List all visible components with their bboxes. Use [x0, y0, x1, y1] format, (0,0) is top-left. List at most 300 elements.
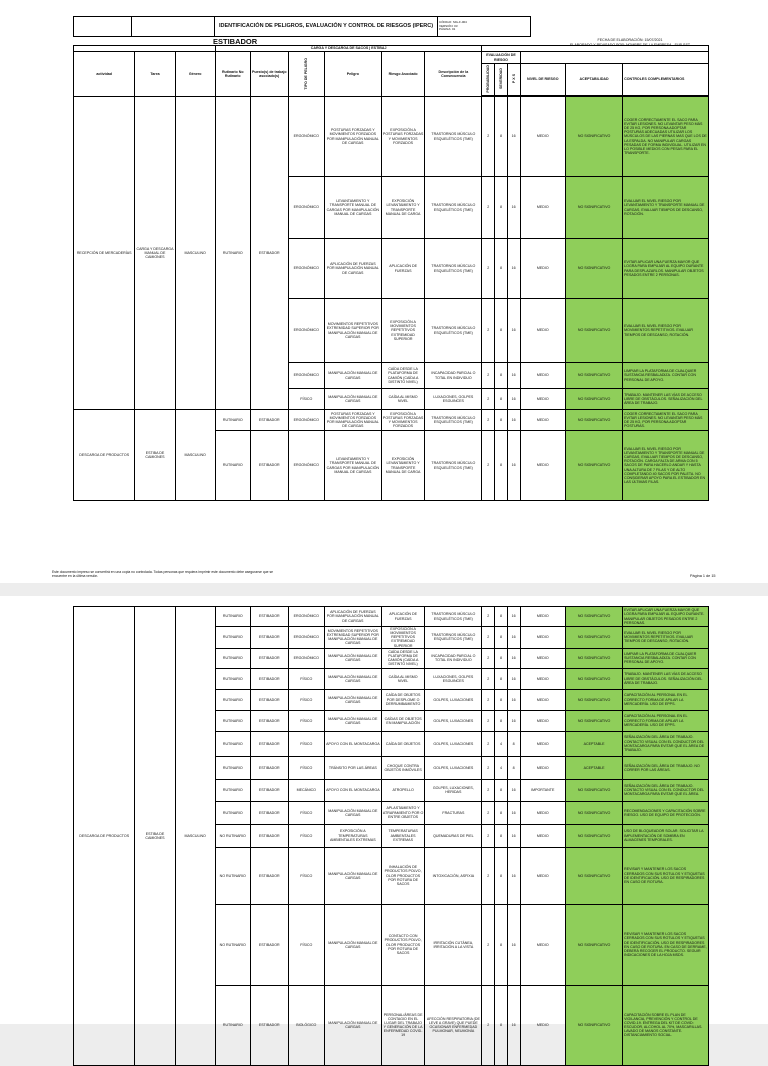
severidad-cell: 8 — [495, 363, 508, 389]
controles-cell: TRABAJO. MANTENER LAS VÍAS DE ACCESO LIBRE DE OBSTÁCULOS. SEÑALIZACIÓN DEL ÁREA DE TRABAJO. — [623, 668, 709, 689]
document-meta — [438, 17, 531, 37]
tipo-peligro-cell: FÍSICO — [288, 824, 324, 847]
pxs-cell: 16 — [507, 710, 520, 731]
rutinario-cell: RUTINARIO — [215, 431, 250, 501]
peligro-cell: EXPOSICIÓN A TEMPERATURAS AMBIENTALES EXTREMAS — [324, 824, 381, 847]
controles-cell: LIMPIAR LA PLATAFORMA DE CUALQUIER SUSTANCIA RESBALADIZA. CONTAR CON PERSONAL DE APOYO. — [623, 363, 709, 389]
severidad-cell: 8 — [495, 299, 508, 363]
rutinario-cell: NO RUTINARIO — [215, 904, 250, 985]
peligro-cell: MANIPULACIÓN MANUAL DE CARGAS — [324, 689, 381, 710]
controles-cell: EVALUAR EL NIVEL RIESGO POR LEVANTAMIENTO Y TRANSPORTE MANUAL DE CARGAS. EVALUAR TIEMPOS DE DESCANSO, ROTACIÓN. CARGA FALTA DE ARMA CON 5 SACOS DE PARA HACERLO ANDAR Y HASTA UNA ALTURA DE 7 FILAS Y DE ALTO COMPLETANDO 40 SACOS POR PALETA. NO CONSIDERAR APOYO PARA EL ESTIBADOR EN LAS ÚLTIMAS FILAS. — [623, 431, 709, 501]
page-gap — [0, 583, 768, 596]
aceptabilidad-cell: NO SIGNIFICATIVO — [566, 847, 623, 904]
actividad-cell: DESCARGA DE PRODUCTOS — [74, 410, 135, 501]
rutinario-cell: NO RUTINARIO — [215, 847, 250, 904]
severidad-cell: 8 — [495, 431, 508, 501]
severidad-cell: 8 — [495, 239, 508, 299]
header-genero: Género — [175, 52, 215, 97]
probabilidad-cell: 2 — [482, 239, 495, 299]
puesto-cell: ESTIBADOR — [250, 779, 288, 801]
rutinario-cell: RUTINARIO — [215, 410, 250, 431]
aceptabilidad-cell: NO SIGNIFICATIVO — [566, 779, 623, 801]
controles-cell: EVALUAR EL NIVEL RIESGO POR MOVIMIENTOS REPETITIVOS. EVALUAR TIEMPOS DE DESCANSO, ROTACIÓN. — [623, 627, 709, 649]
nivel-riesgo-cell: MEDIO — [520, 431, 566, 501]
document-page-2 — [0, 596, 768, 1038]
riesgo-cell: EXPOSICIÓN A POSTURAS FORZADAS Y MOVIMIENTOS FORZADOS — [381, 410, 424, 431]
tipo-peligro-cell: FÍSICO — [288, 847, 324, 904]
severidad-cell: 8 — [495, 985, 508, 1065]
tipo-peligro-cell: ERGONÓMICO — [288, 239, 324, 299]
puesto-cell: ESTIBADOR — [250, 668, 288, 689]
nivel-riesgo-cell: MEDIO — [520, 648, 566, 668]
aceptabilidad-cell: NO SIGNIFICATIVO — [566, 299, 623, 363]
severidad-cell: 8 — [495, 801, 508, 824]
peligro-cell: MANIPULACIÓN MANUAL DE CARGAS — [324, 389, 381, 410]
probabilidad-cell: 2 — [482, 97, 495, 177]
consecuencia-cell: INCAPACIDAD PARCIAL O TOTAL EN INDIVIDUO — [425, 648, 482, 668]
probabilidad-cell: 2 — [482, 299, 495, 363]
aceptabilidad-cell: NO SIGNIFICATIVO — [566, 668, 623, 689]
severidad-cell: 8 — [495, 177, 508, 239]
document-code: CÓDIGO: SIG-F-004 — [439, 20, 467, 25]
nivel-riesgo-cell: MEDIO — [520, 410, 566, 431]
aceptabilidad-cell: NO SIGNIFICATIVO — [566, 801, 623, 824]
pxs-cell: 16 — [507, 177, 520, 239]
riesgo-cell: APLICACIÓN DE FUERZAS — [381, 239, 424, 299]
rutinario-cell: NO RUTINARIO — [215, 824, 250, 847]
aceptabilidad-cell: NO SIGNIFICATIVO — [566, 239, 623, 299]
tarea-cell: ESTIBA DE CAMIONES — [135, 607, 175, 1066]
nivel-riesgo-cell: MEDIO — [520, 824, 566, 847]
pxs-cell: 16 — [507, 627, 520, 649]
riesgo-cell: APLICACIÓN DE FUERZAS — [381, 607, 424, 627]
consecuencia-cell: LUXACIONES, GOLPES ESGUINCES — [425, 389, 482, 410]
rutinario-cell: RUTINARIO — [215, 710, 250, 731]
riesgo-cell: CAÍDA DE OBJETOS POR DESPLOME O DERRUMBAMIENTO — [381, 689, 424, 710]
header-controles: CONTROLES COMPLEMENTARIOS — [623, 64, 709, 96]
puesto-cell: ESTIBADOR — [250, 904, 288, 985]
puesto-cell: ESTIBADOR — [250, 689, 288, 710]
puesto-cell: ESTIBADOR — [250, 801, 288, 824]
logo-cell — [74, 17, 132, 37]
tarea-cell: CARGA Y DESCARGA MANUAL DE CAMIONES — [135, 97, 175, 410]
controles-cell: EVALUAR EL NIVEL RIESGO POR LEVANTAMIENTO Y TRANSPORTE MANUAL DE CARGAS. EVALUAR TIEMPOS DE DESCANSO, ROTACIÓN. — [623, 177, 709, 239]
nivel-riesgo-cell: MEDIO — [520, 847, 566, 904]
header-evaluacion: EVALUACIÓN DE RIESGO — [482, 52, 520, 64]
aceptabilidad-cell: NO SIGNIFICATIVO — [566, 648, 623, 668]
aceptabilidad-cell: ACEPTABLE — [566, 756, 623, 779]
pxs-cell: 16 — [507, 607, 520, 627]
pxs-cell: 16 — [507, 410, 520, 431]
riesgo-cell: ATROPELLO — [381, 779, 424, 801]
rutinario-cell: RUTINARIO — [215, 607, 250, 627]
nivel-riesgo-cell: MEDIO — [520, 97, 566, 177]
peligro-cell: POSTURAS FORZADAS Y MOVIMIENTOS FORZADOS POR MANIPULACIÓN MANUAL DE CARGAS — [324, 97, 381, 177]
rutinario-cell: RUTINARIO — [215, 97, 250, 410]
header-riesgo: Riesgo Asociado — [381, 52, 424, 97]
controles-cell: CAPACITACIÓN SOBRE EL PLAN DE VIGILANCIA, PREVENCIÓN Y CONTROL DE COVID-19. ENTREGA DEL KIT DE COVID: ESCUDOR, ALCOHOL AL 70%, MASCARILLAS. LAVADO DE MANOS CONSTANTE. DISTANCIAMIENTO SOCIAL. — [623, 985, 709, 1065]
consecuencia-cell: TRASTORNOS MÚSCULO ESQUELÉTICOS (TME) — [425, 299, 482, 363]
puesto-cell: ESTIBADOR — [250, 985, 288, 1065]
peligro-cell: MANIPULACIÓN MANUAL DE CARGAS — [324, 985, 381, 1065]
header-pxs-text: P X S — [511, 74, 516, 84]
controles-cell: REVISAR Y MANTENER LOS SACOS CERRADOS CON SUS ROTULOS Y ETIQUETAS DE IDENTIFICACIÓN. USO DE RESPIRADORES EN CASO DE ROTURA. EN CASO DE DERRAME, DEBERÁ RECOGER EL PRODUCTO. SEGUIR INDICACIONES DE LA HOJA MSDS. — [623, 904, 709, 985]
severidad-cell: 8 — [495, 389, 508, 410]
consecuencia-cell: AFECCIÓN RESPIRATORIA (DE LEVE A GRAVE) QUE PUEDE OCASIONAR ENFERMEDAD PULMONAR, NEUMONÍA — [425, 985, 482, 1065]
tipo-peligro-cell: FÍSICO — [288, 689, 324, 710]
tipo-peligro-cell: FÍSICO — [288, 710, 324, 731]
severidad-cell: 8 — [495, 648, 508, 668]
tipo-peligro-cell: FÍSICO — [288, 668, 324, 689]
puesto-cell: ESTIBADOR — [250, 648, 288, 668]
header-probabilidad — [482, 64, 495, 96]
tipo-peligro-cell: FÍSICO — [288, 904, 324, 985]
nivel-riesgo-cell: MEDIO — [520, 985, 566, 1065]
aceptabilidad-cell: NO SIGNIFICATIVO — [566, 389, 623, 410]
nivel-riesgo-cell: MEDIO — [520, 731, 566, 756]
nivel-riesgo-cell: MEDIO — [520, 239, 566, 299]
tipo-peligro-cell: ERGONÓMICO — [288, 607, 324, 627]
severidad-cell: 8 — [495, 97, 508, 177]
nivel-riesgo-cell: MEDIO — [520, 801, 566, 824]
consecuencia-cell: TRASTORNOS MÚSCULO ESQUELÉTICOS (TME) — [425, 627, 482, 649]
rutinario-cell: RUTINARIO — [215, 689, 250, 710]
peligro-cell: MANIPULACIÓN MANUAL DE CARGAS — [324, 363, 381, 389]
pxs-cell: 16 — [507, 985, 520, 1065]
iperc-table — [73, 45, 709, 501]
aceptabilidad-cell: NO SIGNIFICATIVO — [566, 710, 623, 731]
probabilidad-cell: 2 — [482, 431, 495, 501]
header-severidad — [495, 64, 508, 96]
rutinario-cell: RUTINARIO — [215, 627, 250, 649]
probabilidad-cell: 2 — [482, 363, 495, 389]
riesgo-cell: CAÍDAS DE OBJETOS EN MANIPULACIÓN — [381, 710, 424, 731]
aceptabilidad-cell: NO SIGNIFICATIVO — [566, 627, 623, 649]
tipo-peligro-cell: BIOLÓGICO — [288, 985, 324, 1065]
peligro-cell: APLICACIÓN DE FUERZAS POR MANIPULACIÓN MANUAL DE CARGAS — [324, 239, 381, 299]
probabilidad-cell: 2 — [482, 801, 495, 824]
peligro-cell: APOYO CON EL MONTACARGA — [324, 779, 381, 801]
pxs-cell: 16 — [507, 847, 520, 904]
role-title: ESTIBADOR — [213, 37, 258, 46]
rutinario-cell: RUTINARIO — [215, 648, 250, 668]
consecuencia-cell: TRASTORNOS MÚSCULO ESQUELÉTICOS (TME) — [425, 177, 482, 239]
aceptabilidad-cell: NO SIGNIFICATIVO — [566, 985, 623, 1065]
peligro-cell: MOVIMIENTOS REPETITIVOS EXTREMIDAD SUPERIOR POR MANIPULACIÓN MANUAL DE CARGAS — [324, 299, 381, 363]
document-header — [73, 16, 531, 37]
nivel-riesgo-cell: MEDIO — [520, 627, 566, 649]
nivel-riesgo-cell: MEDIO — [520, 756, 566, 779]
controles-cell: LIMPIAR LA PLATAFORMA DE CUALQUIER SUSTANCIA RESBALADIZA. CONTAR CON PERSONAL DE APOYO. — [623, 648, 709, 668]
consecuencia-cell: GOLPES, LUXACIONES, HERIDAS — [425, 779, 482, 801]
consecuencia-cell: TRASTORNOS MÚSCULO ESQUELÉTICOS (TME) — [425, 410, 482, 431]
tipo-peligro-cell: ERGONÓMICO — [288, 363, 324, 389]
puesto-cell: ESTIBADOR — [250, 824, 288, 847]
peligro-cell: LEVANTAMIENTO Y TRANSPORTE MANUAL DE CARGAS POR MANIPULACIÓN MANUAL DE CARGAS — [324, 177, 381, 239]
rutinario-cell: RUTINARIO — [215, 801, 250, 824]
severidad-cell: 8 — [495, 847, 508, 904]
rutinario-cell: RUTINARIO — [215, 668, 250, 689]
header-tarea: Tarea — [135, 52, 175, 97]
header-peligro: Peligro — [324, 52, 381, 97]
puesto-cell: ESTIBADOR — [250, 710, 288, 731]
aceptabilidad-cell: NO SIGNIFICATIVO — [566, 904, 623, 985]
controles-cell: REVISAR Y MANTENER LOS SACOS CERRADOS CON SUS ROTULOS Y ETIQUETAS DE IDENTIFICACIÓN. USO DE RESPIRADORES EN CASO DE ROTURA. — [623, 847, 709, 904]
pxs-cell: 16 — [507, 824, 520, 847]
consecuencia-cell: LUXACIONES, GOLPES ESGUINCES — [425, 668, 482, 689]
header-tipo-peligro-text: TIPO DE PELIGRO — [304, 57, 309, 90]
actividad-cell: DESCARGA DE PRODUCTOS — [74, 607, 135, 1066]
peligro-cell: APOYO CON EL MONTACARGA — [324, 731, 381, 756]
consecuencia-cell: TRASTORNOS MÚSCULO ESQUELÉTICOS (TME) — [425, 239, 482, 299]
tarea-cell: ESTIBA DE CAMIONES — [135, 410, 175, 501]
consecuencia-cell: TRASTORNOS MÚSCULO ESQUELÉTICOS (TME) — [425, 607, 482, 627]
tipo-peligro-cell: ERGONÓMICO — [288, 177, 324, 239]
riesgo-cell: EXPOSICIÓN LEVANTAMIENTO Y TRANSPORTE MANUAL DE CARGA — [381, 177, 424, 239]
probabilidad-cell: 2 — [482, 627, 495, 649]
nivel-riesgo-cell: MEDIO — [520, 904, 566, 985]
header-eval-spacer — [520, 52, 708, 64]
puesto-cell: ESTIBADOR — [250, 410, 288, 431]
riesgo-cell: EXPOSICIÓN A POSTURAS FORZADAS Y MOVIMIENTOS FORZADOS — [381, 97, 424, 177]
document-page: PÁGINA: 01 — [439, 27, 456, 32]
pxs-cell: 16 — [507, 389, 520, 410]
puesto-cell: ESTIBADOR — [250, 756, 288, 779]
peligro-cell: MOVIMIENTOS REPETITIVOS EXTREMIDAD SUPERIOR POR MANIPULACIÓN MANUAL DE CARGAS — [324, 627, 381, 649]
severidad-cell: 8 — [495, 710, 508, 731]
riesgo-cell: INHALACIÓN DE PRODUCTOS POLVO, OLOR PRODUCTOS POR ROTURA DE SACOS — [381, 847, 424, 904]
header-pxs — [507, 64, 520, 96]
riesgo-cell: CAÍDA DESDE LA PLATAFORMA DE CAMIÓN (CAÍDA A DISTINTO NIVEL) — [381, 648, 424, 668]
aceptabilidad-cell: ACEPTABLE — [566, 731, 623, 756]
genero-cell: MASCULINO — [175, 410, 215, 501]
pxs-cell: 16 — [507, 363, 520, 389]
probabilidad-cell: 2 — [482, 607, 495, 627]
riesgo-cell: CAÍDA AL MISMO NIVEL — [381, 668, 424, 689]
consecuencia-cell: IRRITACIÓN CUTÁNEA, IRRITACIÓN A LA VISTA — [425, 904, 482, 985]
peligro-cell: MANIPULACIÓN MANUAL DE CARGAS — [324, 904, 381, 985]
puesto-cell: ESTIBADOR — [250, 607, 288, 627]
consecuencia-cell: TRASTORNOS MÚSCULO ESQUELÉTICOS (TME) — [425, 97, 482, 177]
aceptabilidad-cell: NO SIGNIFICATIVO — [566, 410, 623, 431]
header-probabilidad-text: PROBABILIDAD — [486, 65, 491, 93]
nivel-riesgo-cell: MEDIO — [520, 363, 566, 389]
pxs-cell: 16 — [507, 431, 520, 501]
peligro-cell: LEVANTAMIENTO Y TRANSPORTE MANUAL DE CARGAS POR MANIPULACIÓN MANUAL DE CARGAS — [324, 431, 381, 501]
nivel-riesgo-cell: MEDIO — [520, 689, 566, 710]
header-consecuencia: Descripción de la Consecuencia — [425, 52, 482, 97]
probabilidad-cell: 2 — [482, 985, 495, 1065]
document-version: VERSIÓN: 03 — [439, 23, 458, 28]
tipo-peligro-cell: FÍSICO — [288, 756, 324, 779]
riesgo-cell: PERSONAL/ÁREAS DE CONTAGIO EN EL LUGAR DEL TRABAJO Y GENERACIÓN DE LA ENFERMEDAD COVID-19 — [381, 985, 424, 1065]
tipo-peligro-cell: FÍSICO — [288, 731, 324, 756]
aceptabilidad-cell: NO SIGNIFICATIVO — [566, 689, 623, 710]
pxs-cell: 16 — [507, 689, 520, 710]
puesto-cell: ESTIBADOR — [250, 97, 288, 410]
probabilidad-cell: 2 — [482, 710, 495, 731]
aceptabilidad-cell: NO SIGNIFICATIVO — [566, 431, 623, 501]
aceptabilidad-cell: NO SIGNIFICATIVO — [566, 607, 623, 627]
table-row — [74, 607, 709, 627]
tipo-peligro-cell: ERGONÓMICO — [288, 410, 324, 431]
controles-cell: CAPACITACIÓN AL PERSONAL EN EL CORRECTO FORMA DE APILAR LA MERCADERÍA. USO DE EPPS. — [623, 710, 709, 731]
peligro-cell: MANIPULACIÓN MANUAL DE CARGAS — [324, 847, 381, 904]
footer-note: Este documento impreso se convertirá en una copia no controlada. Todas personas que requiera imprimir este documento debe asegurarse que se encuentre en la última versión. — [52, 570, 274, 579]
controles-cell: EVALUAR EL NIVEL RIESGO POR MOVIMIENTOS REPETITIVOS. EVALUAR TIEMPOS DE DESCANSO, ROTACIÓN. — [623, 299, 709, 363]
peligro-cell: APLICACIÓN DE FUERZAS POR MANIPULACIÓN MANUAL DE CARGAS — [324, 607, 381, 627]
document-title: IDENTIFICACIÓN DE PELIGROS, EVALUACIÓN Y CONTROL DE RIESGOS (IPERC) — [215, 17, 438, 37]
pxs-cell: 16 — [507, 239, 520, 299]
controles-cell: EVITAR APLICAR UNA FUERZA MAYOR QUE LOGRA PARA EMPUJAR AL EQUIPO DURANTE. MANIPULAR OBJETOS PESADOS ENTRE 2 PERSONAS. — [623, 607, 709, 627]
peligro-cell: TRÁNSITO POR LAS ÁREAS — [324, 756, 381, 779]
probabilidad-cell: 2 — [482, 389, 495, 410]
aceptabilidad-cell: NO SIGNIFICATIVO — [566, 97, 623, 177]
tipo-peligro-cell: ERGONÓMICO — [288, 627, 324, 649]
severidad-cell: 8 — [495, 607, 508, 627]
severidad-cell: 8 — [495, 689, 508, 710]
rutinario-cell: RUTINARIO — [215, 731, 250, 756]
riesgo-cell: CAÍDA AL MISMO NIVEL — [381, 389, 424, 410]
nivel-riesgo-cell: MEDIO — [520, 177, 566, 239]
riesgo-cell: CHOQUE CONTRA OBJETOS INMÓVILES — [381, 756, 424, 779]
probabilidad-cell: 2 — [482, 904, 495, 985]
nivel-riesgo-cell: MEDIO — [520, 607, 566, 627]
controles-cell: SEÑALIZACIÓN DEL ÁREA DE TRABAJO. CONTACTO VISUAL CON EL CONDUCTOR DEL MONTACARGA PARA EVITAR QUE EL ÁREA DE TRABAJO. — [623, 731, 709, 756]
header-actividad: actividad — [74, 52, 135, 97]
severidad-cell: 4 — [495, 731, 508, 756]
genero-cell: MASCULINO — [175, 97, 215, 410]
rutinario-cell: RUTINARIO — [215, 779, 250, 801]
severidad-cell: 8 — [495, 824, 508, 847]
rutinario-cell: RUTINARIO — [215, 756, 250, 779]
genero-cell: MASCULINO — [175, 607, 215, 1066]
consecuencia-cell: GOLPES, LUXACIONES — [425, 689, 482, 710]
header-aceptabilidad: ACEPTABILIDAD — [566, 64, 623, 96]
probabilidad-cell: 2 — [482, 177, 495, 239]
tipo-peligro-cell: ERGONÓMICO — [288, 97, 324, 177]
riesgo-cell: EXPOSICIÓN A MOVIMIENTOS REPETITIVOS EXTREMIDAD SUPERIOR — [381, 627, 424, 649]
probabilidad-cell: 2 — [482, 668, 495, 689]
controles-cell: SEÑALIZACIÓN DEL ÁREA DE TRABAJO. CONTACTO VISUAL CON EL CONDUCTOR DEL MONTACARGA PARA EVITAR QUE EL ÁREA. — [623, 779, 709, 801]
aceptabilidad-cell: NO SIGNIFICATIVO — [566, 363, 623, 389]
tipo-peligro-cell: MECÁNICO — [288, 779, 324, 801]
riesgo-cell: CONTACTO CON PRODUCTOS POLVO, OLOR PRODUCTOS POR ROTURA DE SACOS — [381, 904, 424, 985]
header-nivel-riesgo: NIVEL DE RIESGO — [520, 64, 566, 96]
pxs-cell: 16 — [507, 648, 520, 668]
rutinario-cell: RUTINARIO — [215, 985, 250, 1065]
controles-cell: COGER CORRECTAMENTE EL SACO PARA EVITAR LESIONES. NO LEVANTAR PESO MÁS DE 25 KG, POR PERSONA ADOPTAR POSTURAS. — [623, 410, 709, 431]
controles-cell: USO DE BLOQUEADOR SOLAR. SOLICITAR LA IMPLEMENTACIÓN DE SOMBRA EN ALMACENES TEMPORALES. — [623, 824, 709, 847]
riesgo-cell: CAÍDA DE OBJETOS — [381, 731, 424, 756]
puesto-cell: ESTIBADOR — [250, 627, 288, 649]
consecuencia-cell: GOLPES, LUXACIONES — [425, 710, 482, 731]
actividad-cell: RECEPCIÓN DE MERCADERÍAS — [74, 97, 135, 410]
nivel-riesgo-cell: IMPORTANTE — [520, 779, 566, 801]
peligro-cell: MANIPULACIÓN MANUAL DE CARGAS — [324, 648, 381, 668]
elaboration-date: FECHA DE ELABORACIÓN: 15/07/2021 — [597, 38, 663, 42]
probabilidad-cell: 2 — [482, 731, 495, 756]
severidad-cell: 8 — [495, 410, 508, 431]
header-rutinario: Rutinario No Rutinario — [215, 52, 250, 97]
pxs-cell: 16 — [507, 97, 520, 177]
probabilidad-cell: 2 — [482, 779, 495, 801]
severidad-cell: 8 — [495, 627, 508, 649]
consecuencia-cell: QUEMADURAS DE PIEL — [425, 824, 482, 847]
severidad-cell: 8 — [495, 668, 508, 689]
riesgo-cell: CAÍDA DESDE LA PLATAFORMA DE CAMIÓN (CAÍDA A DISTINTO NIVEL) — [381, 363, 424, 389]
controles-cell: SEÑALIZACIÓN DEL ÁREA DE TRABAJO. NO CORRER POR LAS ÁREAS. — [623, 756, 709, 779]
consecuencia-cell: GOLPES, LUXACIONES — [425, 756, 482, 779]
consecuencia-cell: INCAPACIDAD PARCIAL O TOTAL EN INDIVIDUO — [425, 363, 482, 389]
aceptabilidad-cell: NO SIGNIFICATIVO — [566, 177, 623, 239]
probabilidad-cell: 2 — [482, 689, 495, 710]
probabilidad-cell: 2 — [482, 847, 495, 904]
probabilidad-cell: 2 — [482, 824, 495, 847]
severidad-cell: 4 — [495, 756, 508, 779]
probabilidad-cell: 2 — [482, 756, 495, 779]
tipo-peligro-cell: FÍSICO — [288, 801, 324, 824]
probabilidad-cell: 2 — [482, 648, 495, 668]
severidad-cell: 8 — [495, 779, 508, 801]
riesgo-cell: EXPOSICIÓN LEVANTAMIENTO Y TRANSPORTE MANUAL DE CARGA — [381, 431, 424, 501]
aceptabilidad-cell: NO SIGNIFICATIVO — [566, 824, 623, 847]
tipo-peligro-cell: ERGONÓMICO — [288, 431, 324, 501]
riesgo-cell: APLASTAMIENTO Y ATRAPAMIENTO POR O ENTRE OBJETOS — [381, 801, 424, 824]
peligro-cell: POSTURAS FORZADAS Y MOVIMIENTOS FORZADOS POR MANIPULACIÓN MANUAL DE CARGAS — [324, 410, 381, 431]
puesto-cell: ESTIBADOR — [250, 431, 288, 501]
pxs-cell: 8 — [507, 756, 520, 779]
tipo-peligro-cell: ERGONÓMICO — [288, 648, 324, 668]
consecuencia-cell: TRASTORNOS MÚSCULO ESQUELÉTICOS (TME) — [425, 431, 482, 501]
pxs-cell: 16 — [507, 299, 520, 363]
controles-cell: RECOMENDACIONES Y CAPACITACIÓN SOBRE RIESGO. USO DE EQUIPO DE PROTECCIÓN. — [623, 801, 709, 824]
pxs-cell: 16 — [507, 801, 520, 824]
area-strip: CARGA Y DESCARGA DE SACOS | ESTIBAJ — [215, 46, 482, 52]
nivel-riesgo-cell: MEDIO — [520, 710, 566, 731]
riesgo-cell: TEMPERATURAS AMBIENTALES EXTREMAS — [381, 824, 424, 847]
pxs-cell: 16 — [507, 668, 520, 689]
tipo-peligro-cell: FÍSICO — [288, 389, 324, 410]
pxs-cell: 8 — [507, 731, 520, 756]
controles-cell: COGER CORRECTAMENTE EL SACO PARA EVITAR LESIONES. NO LEVANTAR PESO MÁS DE 25 KG, POR PERSONA ADOPTAR POSTURAS ADECUADAS UTILIZAR LOS MÚSCULOS DE LAS PIERNAS MAS QUE LOS DE LA ESPALDA. NO MANIPULAR CARGAS PESADAS DE FORMA INDIVIDUAL. UTILIZAR EN LO POSIBLE MEDIOS CON PESAS PARA EL TRANSPORTE. — [623, 97, 709, 177]
consecuencia-cell: GOLPES, LUXACIONES — [425, 731, 482, 756]
nivel-riesgo-cell: MEDIO — [520, 389, 566, 410]
peligro-cell: MANIPULACIÓN MANUAL DE CARGAS — [324, 710, 381, 731]
header-tipo-peligro — [288, 52, 324, 97]
peligro-cell: MANIPULACIÓN MANUAL DE CARGAS — [324, 668, 381, 689]
pxs-cell: 16 — [507, 904, 520, 985]
peligro-cell: MANIPULACIÓN MANUAL DE CARGAS — [324, 801, 381, 824]
tipo-peligro-cell: ERGONÓMICO — [288, 299, 324, 363]
controles-cell: CAPACITACIÓN AL PERSONAL EN EL CORRECTO FORMA DE APILAR LA MERCADERÍA. USO DE EPPS. — [623, 689, 709, 710]
header-puestos: Puesto(s) de trabajo asociado(s) — [250, 52, 288, 97]
severidad-cell: 8 — [495, 904, 508, 985]
elaborated-by: ELABORADO Y REVISADO POR: NOMBRE DE LA EMPRESA - SUP-SST — [569, 43, 691, 48]
consecuencia-cell: FRACTURAS — [425, 801, 482, 824]
pxs-cell: 16 — [507, 779, 520, 801]
consecuencia-cell: INTOXICACIÓN, ASFIXIA — [425, 847, 482, 904]
nivel-riesgo-cell: MEDIO — [520, 668, 566, 689]
puesto-cell: ESTIBADOR — [250, 847, 288, 904]
header-severidad-text: SEVERIDAD — [498, 68, 503, 90]
nivel-riesgo-cell: MEDIO — [520, 299, 566, 363]
riesgo-cell: EXPOSICIÓN A MOVIMIENTOS REPETITIVOS EXTREMIDAD SUPERIOR — [381, 299, 424, 363]
probabilidad-cell: 2 — [482, 410, 495, 431]
controles-cell: TRABAJO. MANTENER LAS VÍAS DE ACCESO LIBRE DE OBSTÁCULOS. SEÑALIZACIÓN DEL ÁREA DE TRABAJO. — [623, 389, 709, 410]
logo-cell-2 — [132, 17, 215, 37]
controles-cell: EVITAR APLICAR UNA FUERZA MAYOR QUE LOGRA PARA EMPUJAR AL EQUIPO DURANTE PARA DESPLAZARLOS. MANIPULAR OBJETOS PESADOS ENTRE 2 PERSONAS. — [623, 239, 709, 299]
